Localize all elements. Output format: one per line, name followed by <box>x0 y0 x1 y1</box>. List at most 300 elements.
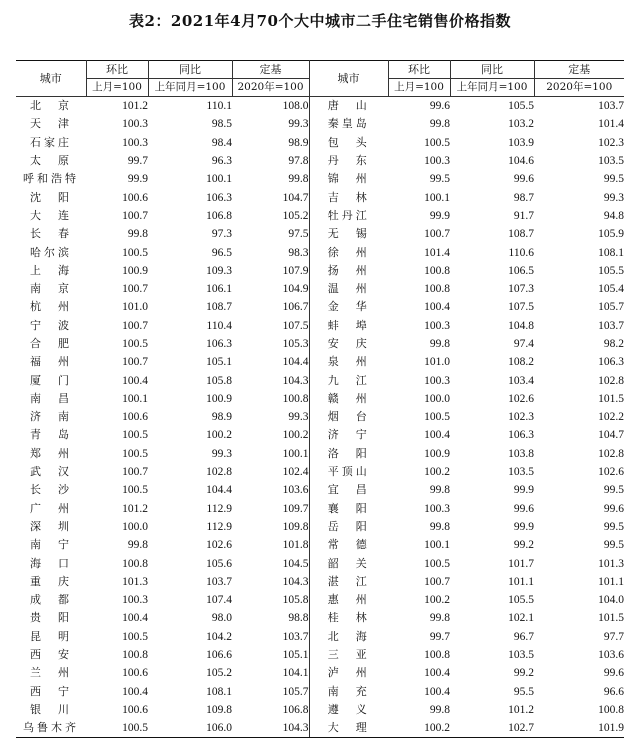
cell-fixed-right: 102.6 <box>598 466 624 479</box>
cell-fixed-right: 102.2 <box>598 411 624 424</box>
cell-city-right: 湛 江 <box>327 574 370 588</box>
cell-fixed-left: 99.8 <box>232 170 309 188</box>
cell-city-left: 天 津 <box>30 117 72 131</box>
cell-fixed-right: 102.8 <box>598 447 624 460</box>
cell-mom-left: 101.3 <box>122 575 148 588</box>
cell-mom-left: 100.7 <box>122 283 148 296</box>
cell-mom-right: 100.4 <box>424 667 450 680</box>
cell-fixed-left: 104.5 <box>232 554 309 572</box>
cell-fixed-left: 104.3 <box>232 719 309 738</box>
cell-yoy-left: 106.6 <box>206 649 232 662</box>
cell-mom-left: 100.4 <box>122 374 148 387</box>
cell-mom-right: 100.1 <box>424 539 450 552</box>
cell-yoy-left: 110.4 <box>206 319 232 332</box>
cell-yoy-right: 101.1 <box>508 575 534 588</box>
cell-city-left: 南 昌 <box>30 391 72 405</box>
cell-fixed-right: 98.2 <box>603 338 624 350</box>
cell-yoy-left: 106.3 <box>206 191 232 204</box>
cell-mom-left: 100.5 <box>86 719 148 738</box>
cell-mom-right: 100.4 <box>424 301 450 314</box>
cell-mom-right: 100.5 <box>424 136 450 149</box>
cell-mom-left: 100.3 <box>122 136 148 149</box>
table-row <box>16 408 624 426</box>
cell-mom-left: 100.0 <box>122 520 148 533</box>
cell-city-right: 北 海 <box>327 629 370 643</box>
cell-city-right: 九 江 <box>327 373 370 387</box>
cell-mom-right: 99.8 <box>429 612 450 625</box>
cell-yoy-right: 103.5 <box>508 466 534 479</box>
cell-city-right: 唐 山 <box>327 99 370 113</box>
cell-yoy-right: 108.7 <box>508 228 534 241</box>
cell-mom-right: 99.8 <box>429 520 450 533</box>
cell-fixed-right: 101.9 <box>534 719 624 738</box>
cell-city-right: 牡丹江 <box>327 208 370 222</box>
cell-mom-right: 101.0 <box>424 356 450 369</box>
cell-fixed-right: 99.5 <box>603 520 624 533</box>
cell-fixed-left: 104.7 <box>232 188 309 206</box>
header-fixed-right: 定基 <box>534 61 624 79</box>
table-row <box>16 353 624 371</box>
cell-mom-left: 100.1 <box>122 392 148 405</box>
cell-fixed-left: 99.3 <box>232 408 309 426</box>
header-city-right: 城市 <box>309 61 388 97</box>
cell-city-left: 西 宁 <box>30 684 72 698</box>
cell-city-right: 吉 林 <box>327 190 370 204</box>
cell-city-right: 无 锡 <box>327 227 370 241</box>
cell-mom-left: 100.3 <box>122 594 148 607</box>
cell-city-right: 桂 林 <box>327 611 370 625</box>
cell-mom-left: 100.7 <box>122 319 148 332</box>
cell-yoy-right: 99.9 <box>513 520 534 533</box>
cell-mom-left: 101.2 <box>122 502 148 515</box>
cell-city-left: 乌鲁木齐 <box>16 719 86 738</box>
cell-yoy-left: 109.8 <box>206 703 232 716</box>
cell-city-right: 扬 州 <box>327 263 370 277</box>
cell-mom-right: 100.3 <box>424 155 450 168</box>
table-row <box>16 317 624 335</box>
cell-city-left: 西 安 <box>30 648 72 662</box>
cell-yoy-right: 108.2 <box>508 356 534 369</box>
cell-city-left: 福 州 <box>30 355 72 369</box>
header-mom-base-right: 上月=100 <box>388 79 450 97</box>
cell-fixed-right: 99.6 <box>603 502 624 515</box>
cell-city-left: 合 肥 <box>30 337 72 350</box>
cell-mom-left: 100.8 <box>122 649 148 662</box>
table-row <box>16 500 624 518</box>
table-row <box>16 719 624 738</box>
cell-city-left: 太 原 <box>30 154 72 168</box>
table-row <box>16 463 624 481</box>
cell-mom-left: 101.2 <box>122 100 148 113</box>
cell-mom-right: 100.9 <box>424 447 450 460</box>
cell-city-right: 遵 义 <box>327 702 370 716</box>
header-yoy-left: 同比 <box>148 61 232 79</box>
cell-yoy-left: 106.0 <box>148 719 232 738</box>
table-row <box>16 518 624 536</box>
cell-city-left: 深 圳 <box>30 519 72 533</box>
cell-mom-right: 100.3 <box>424 502 450 515</box>
cell-city-left: 石家庄 <box>30 135 72 149</box>
cell-yoy-left: 107.4 <box>206 594 232 607</box>
cell-fixed-right: 101.4 <box>598 118 624 131</box>
cell-city-left: 杭 州 <box>30 300 72 314</box>
cell-fixed-left: 109.7 <box>232 500 309 518</box>
cell-yoy-left: 105.6 <box>206 557 232 570</box>
table-row <box>16 445 624 463</box>
cell-yoy-right: 99.6 <box>513 502 534 515</box>
cell-fixed-left: 98.9 <box>232 134 309 152</box>
cell-mom-right: 100.5 <box>424 411 450 424</box>
cell-yoy-left: 110.1 <box>206 100 232 113</box>
cell-mom-right: 100.3 <box>424 319 450 332</box>
cell-city-left: 长 沙 <box>30 483 72 497</box>
cell-city-right: 包 头 <box>327 135 370 149</box>
cell-fixed-left: 106.8 <box>232 701 309 719</box>
cell-city-left: 成 都 <box>30 593 72 607</box>
cell-mom-left: 100.5 <box>122 429 148 442</box>
cell-city-left: 哈尔滨 <box>30 245 72 259</box>
cell-yoy-left: 98.4 <box>211 136 232 149</box>
cell-mom-left: 100.7 <box>122 209 148 222</box>
cell-yoy-left: 103.7 <box>206 575 232 588</box>
cell-city-right: 烟 台 <box>327 410 370 424</box>
header-yoy-base-left: 上年同月=100 <box>148 79 232 97</box>
cell-yoy-left: 108.1 <box>206 685 232 698</box>
cell-fixed-left: 107.5 <box>232 317 309 335</box>
cell-city-right: 济 宁 <box>327 428 370 442</box>
cell-mom-left: 100.5 <box>122 484 148 497</box>
cell-mom-left: 100.9 <box>122 264 148 277</box>
cell-fixed-right: 96.6 <box>603 685 624 698</box>
cell-yoy-right: 95.5 <box>513 685 534 698</box>
cell-city-left: 兰 州 <box>30 666 72 680</box>
cell-city-right: 秦皇岛 <box>327 117 370 131</box>
cell-yoy-left: 102.6 <box>206 539 232 552</box>
cell-fixed-left: 104.9 <box>232 280 309 298</box>
cell-mom-right: 100.8 <box>424 264 450 277</box>
cell-fixed-right: 103.7 <box>598 100 624 113</box>
header-city-left: 城市 <box>16 61 86 97</box>
cell-city-right: 安 庆 <box>327 337 370 350</box>
cell-mom-right: 100.2 <box>424 594 450 607</box>
cell-yoy-right: 102.1 <box>508 612 534 625</box>
table-row <box>16 97 624 116</box>
cell-yoy-left: 105.1 <box>206 356 232 369</box>
cell-fixed-left: 106.7 <box>232 298 309 316</box>
cell-mom-left: 100.5 <box>122 246 148 259</box>
table-row <box>16 554 624 572</box>
cell-mom-left: 100.6 <box>122 191 148 204</box>
cell-city-right: 锦 州 <box>327 172 370 186</box>
cell-fixed-left: 105.2 <box>232 207 309 225</box>
cell-mom-right: 100.7 <box>424 575 450 588</box>
cell-fixed-left: 105.7 <box>232 683 309 701</box>
cell-yoy-right: 106.5 <box>508 264 534 277</box>
cell-fixed-left: 104.4 <box>232 353 309 371</box>
cell-fixed-right: 108.1 <box>598 246 624 259</box>
table-row <box>16 207 624 225</box>
cell-fixed-left: 108.0 <box>232 97 309 116</box>
cell-fixed-right: 101.5 <box>598 612 624 625</box>
table-row <box>16 701 624 719</box>
cell-mom-left: 100.4 <box>122 685 148 698</box>
cell-yoy-right: 101.2 <box>508 703 534 716</box>
header-mom-base-left: 上月=100 <box>86 79 148 97</box>
cell-mom-right: 99.7 <box>429 630 450 643</box>
cell-city-left: 青 岛 <box>30 428 72 442</box>
cell-yoy-left: 100.2 <box>206 429 232 442</box>
cell-city-left: 贵 阳 <box>30 611 72 625</box>
table-row <box>16 646 624 664</box>
cell-city-right: 南 充 <box>327 684 370 698</box>
cell-yoy-right: 99.6 <box>513 173 534 186</box>
cell-mom-right: 100.1 <box>424 191 450 204</box>
cell-mom-left: 100.7 <box>122 466 148 479</box>
cell-yoy-right: 103.8 <box>508 447 534 460</box>
cell-mom-right: 100.8 <box>424 649 450 662</box>
cell-city-right: 温 州 <box>327 282 370 296</box>
cell-fixed-left: 98.3 <box>232 243 309 261</box>
cell-fixed-left: 104.3 <box>232 573 309 591</box>
cell-yoy-left: 109.3 <box>206 264 232 277</box>
cell-yoy-right: 107.5 <box>508 301 534 314</box>
table-row <box>16 335 624 353</box>
cell-city-right: 韶 关 <box>327 556 370 570</box>
table-row <box>16 536 624 554</box>
cell-yoy-left: 106.1 <box>206 283 232 296</box>
cell-fixed-right: 105.7 <box>598 301 624 314</box>
cell-yoy-left: 106.3 <box>206 338 232 350</box>
cell-yoy-right: 99.9 <box>513 484 534 497</box>
cell-city-left: 宁 波 <box>30 318 72 332</box>
cell-mom-left: 100.5 <box>122 338 148 350</box>
cell-mom-left: 100.5 <box>122 630 148 643</box>
cell-city-right: 洛 阳 <box>327 446 370 460</box>
cell-yoy-right: 104.6 <box>508 155 534 168</box>
cell-mom-right: 99.8 <box>429 703 450 716</box>
table-row <box>16 115 624 133</box>
cell-yoy-left: 100.1 <box>206 173 232 186</box>
cell-yoy-left: 97.3 <box>211 228 232 241</box>
table-row <box>16 262 624 280</box>
cell-fixed-right: 94.8 <box>603 209 624 222</box>
cell-city-right: 徐 州 <box>327 245 370 259</box>
cell-mom-right: 99.6 <box>429 100 450 113</box>
cell-mom-left: 99.9 <box>127 173 148 186</box>
cell-fixed-left: 109.8 <box>232 518 309 536</box>
cell-city-right: 大 理 <box>309 719 388 738</box>
cell-yoy-right: 103.4 <box>508 374 534 387</box>
cell-mom-right: 100.0 <box>424 392 450 405</box>
table-row <box>16 426 624 444</box>
cell-yoy-right: 99.2 <box>513 539 534 552</box>
cell-city-right: 平顶山 <box>327 465 370 479</box>
cell-mom-right: 100.7 <box>424 228 450 241</box>
cell-city-right: 三 亚 <box>327 648 370 662</box>
cell-city-right: 金 华 <box>327 300 370 314</box>
cell-mom-left: 99.8 <box>127 539 148 552</box>
cell-fixed-left: 103.7 <box>232 628 309 646</box>
cell-fixed-right: 100.8 <box>598 703 624 716</box>
cell-fixed-right: 102.3 <box>598 136 624 149</box>
cell-fixed-left: 107.9 <box>232 262 309 280</box>
cell-city-right: 襄 阳 <box>327 501 370 515</box>
header-yoy-base-right: 上年同月=100 <box>450 79 534 97</box>
cell-mom-right: 100.4 <box>424 685 450 698</box>
cell-yoy-right: 102.7 <box>450 719 534 738</box>
cell-fixed-right: 104.7 <box>598 429 624 442</box>
cell-mom-left: 99.7 <box>127 155 148 168</box>
cell-mom-left: 100.6 <box>122 411 148 424</box>
table-row <box>16 188 624 206</box>
cell-city-left: 广 州 <box>30 501 72 515</box>
table-row <box>16 591 624 609</box>
table-row <box>16 152 624 170</box>
cell-yoy-left: 104.2 <box>206 630 232 643</box>
cell-yoy-left: 105.2 <box>206 667 232 680</box>
cell-mom-left: 100.5 <box>122 447 148 460</box>
table-row <box>16 609 624 627</box>
cell-city-right: 宜 昌 <box>327 483 370 497</box>
cell-mom-left: 99.8 <box>127 228 148 241</box>
header-mom-left: 环比 <box>86 61 148 79</box>
cell-yoy-right: 103.9 <box>508 136 534 149</box>
cell-fixed-right: 99.3 <box>603 191 624 204</box>
cell-yoy-right: 103.2 <box>508 118 534 131</box>
cell-mom-right: 100.3 <box>424 374 450 387</box>
cell-city-left: 呼和浩特 <box>23 172 79 186</box>
cell-mom-left: 100.7 <box>122 356 148 369</box>
cell-fixed-left: 100.8 <box>232 390 309 408</box>
cell-yoy-right: 102.3 <box>508 411 534 424</box>
cell-yoy-right: 91.7 <box>513 209 534 222</box>
cell-fixed-right: 99.5 <box>603 484 624 497</box>
cell-mom-right: 100.2 <box>388 719 450 738</box>
cell-fixed-left: 105.3 <box>232 335 309 353</box>
cell-yoy-left: 102.8 <box>206 466 232 479</box>
cell-yoy-left: 96.3 <box>211 155 232 168</box>
cell-yoy-right: 107.3 <box>508 283 534 296</box>
cell-city-right: 赣 州 <box>327 391 370 405</box>
cell-city-left: 银 川 <box>30 702 72 716</box>
cell-mom-right: 100.8 <box>424 283 450 296</box>
cell-mom-right: 99.8 <box>429 338 450 350</box>
table-row <box>16 280 624 298</box>
cell-fixed-right: 103.6 <box>598 649 624 662</box>
cell-city-left: 上 海 <box>30 263 72 277</box>
cell-mom-right: 99.9 <box>429 209 450 222</box>
cell-yoy-right: 110.6 <box>508 246 534 259</box>
table-row <box>16 134 624 152</box>
cell-fixed-right: 104.0 <box>598 594 624 607</box>
cell-yoy-right: 103.5 <box>508 649 534 662</box>
cell-fixed-left: 104.1 <box>232 664 309 682</box>
table-row <box>16 573 624 591</box>
cell-fixed-right: 99.5 <box>603 539 624 552</box>
table-row <box>16 683 624 701</box>
cell-fixed-right: 99.6 <box>603 667 624 680</box>
cell-yoy-right: 102.6 <box>508 392 534 405</box>
cell-city-left: 大 连 <box>30 208 72 222</box>
header-fixed-left: 定基 <box>232 61 309 79</box>
cell-city-right: 泸 州 <box>327 666 370 680</box>
cell-yoy-left: 112.9 <box>206 520 232 533</box>
cell-fixed-left: 100.2 <box>232 426 309 444</box>
cell-fixed-right: 106.3 <box>598 356 624 369</box>
cell-mom-right: 99.8 <box>429 484 450 497</box>
cell-fixed-left: 103.6 <box>232 481 309 499</box>
cell-city-left: 长 春 <box>30 227 72 241</box>
cell-fixed-right: 101.1 <box>598 575 624 588</box>
cell-yoy-left: 98.5 <box>211 118 232 131</box>
cell-fixed-right: 102.8 <box>598 374 624 387</box>
cell-city-left: 昆 明 <box>30 629 72 643</box>
cell-city-left: 济 南 <box>30 410 72 424</box>
table-row <box>16 481 624 499</box>
cell-fixed-right: 103.7 <box>598 319 624 332</box>
header-mom-right: 环比 <box>388 61 450 79</box>
table-row <box>16 243 624 261</box>
cell-city-right: 岳 阳 <box>327 519 370 533</box>
cell-fixed-right: 101.5 <box>598 392 624 405</box>
cell-yoy-right: 105.5 <box>508 594 534 607</box>
cell-city-right: 惠 州 <box>327 593 370 607</box>
cell-fixed-left: 102.4 <box>232 463 309 481</box>
cell-yoy-left: 98.0 <box>211 612 232 625</box>
cell-city-right: 丹 东 <box>327 154 370 168</box>
cell-yoy-left: 100.9 <box>206 392 232 405</box>
cell-mom-right: 100.4 <box>424 429 450 442</box>
cell-city-left: 南 宁 <box>30 538 72 552</box>
cell-yoy-left: 106.8 <box>206 209 232 222</box>
cell-fixed-right: 97.7 <box>603 630 624 643</box>
cell-yoy-right: 97.4 <box>513 338 534 350</box>
cell-fixed-left: 105.8 <box>232 591 309 609</box>
cell-fixed-right: 99.5 <box>603 173 624 186</box>
cell-city-left: 南 京 <box>30 282 72 296</box>
header-yoy-right: 同比 <box>450 61 534 79</box>
price-index-table <box>16 60 624 738</box>
cell-fixed-left: 98.8 <box>232 609 309 627</box>
cell-mom-right: 99.5 <box>429 173 450 186</box>
cell-fixed-left: 101.8 <box>232 536 309 554</box>
cell-yoy-right: 101.7 <box>508 557 534 570</box>
cell-city-left: 厦 门 <box>30 373 72 387</box>
table-row <box>16 664 624 682</box>
cell-city-right: 泉 州 <box>327 355 370 369</box>
cell-fixed-right: 105.5 <box>598 264 624 277</box>
header-fixed-base-left: 2020年=100 <box>232 79 309 97</box>
cell-yoy-right: 105.5 <box>508 100 534 113</box>
table-title: 表2：2021年4月70个大中城市二手住宅销售价格指数 <box>129 12 511 30</box>
cell-mom-right: 101.4 <box>424 246 450 259</box>
table-row <box>16 225 624 243</box>
table-row <box>16 390 624 408</box>
cell-city-left: 北 京 <box>30 99 72 113</box>
cell-city-left: 重 庆 <box>30 574 72 588</box>
cell-mom-left: 100.6 <box>122 703 148 716</box>
cell-yoy-right: 104.8 <box>508 319 534 332</box>
cell-fixed-left: 104.3 <box>232 371 309 389</box>
cell-yoy-right: 99.2 <box>513 667 534 680</box>
cell-mom-right: 99.8 <box>429 118 450 131</box>
cell-city-left: 武 汉 <box>30 465 72 479</box>
cell-yoy-right: 98.7 <box>513 191 534 204</box>
cell-city-left: 海 口 <box>30 556 72 570</box>
cell-city-right: 常 德 <box>327 538 370 552</box>
cell-fixed-left: 97.8 <box>232 152 309 170</box>
cell-fixed-left: 97.5 <box>232 225 309 243</box>
